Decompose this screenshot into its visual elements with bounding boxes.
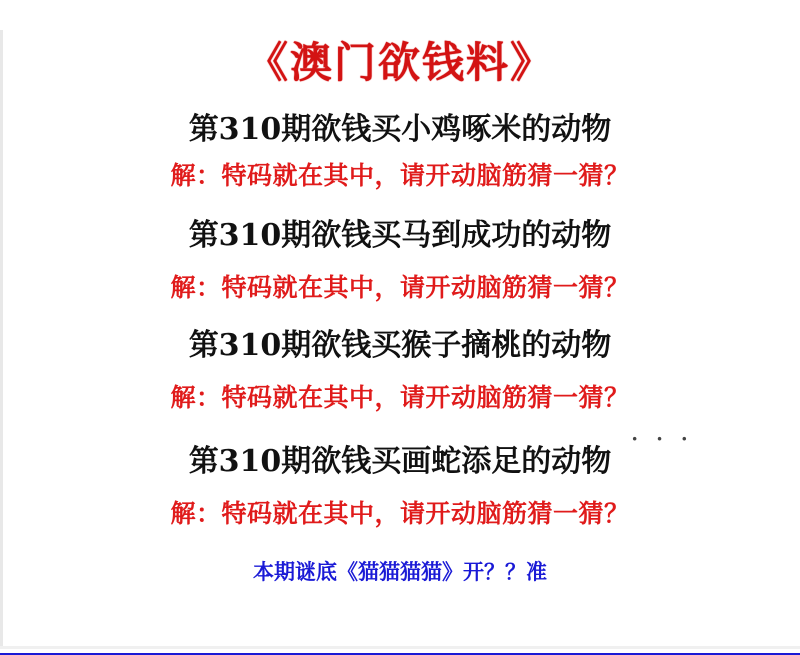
footer-area	[0, 556, 800, 590]
entry-block-1	[0, 104, 800, 192]
entry-answer-1: 解：特码就在其中，请开动脑筋猜一猜？	[170, 161, 630, 190]
bottom-edge-border	[0, 646, 800, 649]
entry-question-4: 第310期欲钱买画蛇添足的动物	[188, 444, 612, 479]
document-page	[0, 30, 800, 649]
page-title: 《澳门欲钱料》	[245, 38, 554, 87]
entry-block-2	[0, 210, 800, 304]
entry-block-3	[0, 320, 800, 414]
footer-answer-text: 本期谜底《猫猫猫猫》开？？准	[253, 559, 547, 584]
decoration-dots: · · ·	[630, 426, 694, 451]
entry-question-1: 第310期欲钱买小鸡啄米的动物	[188, 112, 612, 147]
left-edge-border	[0, 30, 3, 649]
entry-answer-4: 解：特码就在其中，请开动脑筋猜一猜？	[170, 499, 630, 528]
entry-question-2: 第310期欲钱买马到成功的动物	[188, 218, 612, 253]
entry-answer-3: 解：特码就在其中，请开动脑筋猜一猜？	[170, 383, 630, 412]
entry-question-3: 第310期欲钱买猴子摘桃的动物	[188, 328, 612, 363]
entry-answer-2: 解：特码就在其中，请开动脑筋猜一猜？	[170, 273, 630, 302]
